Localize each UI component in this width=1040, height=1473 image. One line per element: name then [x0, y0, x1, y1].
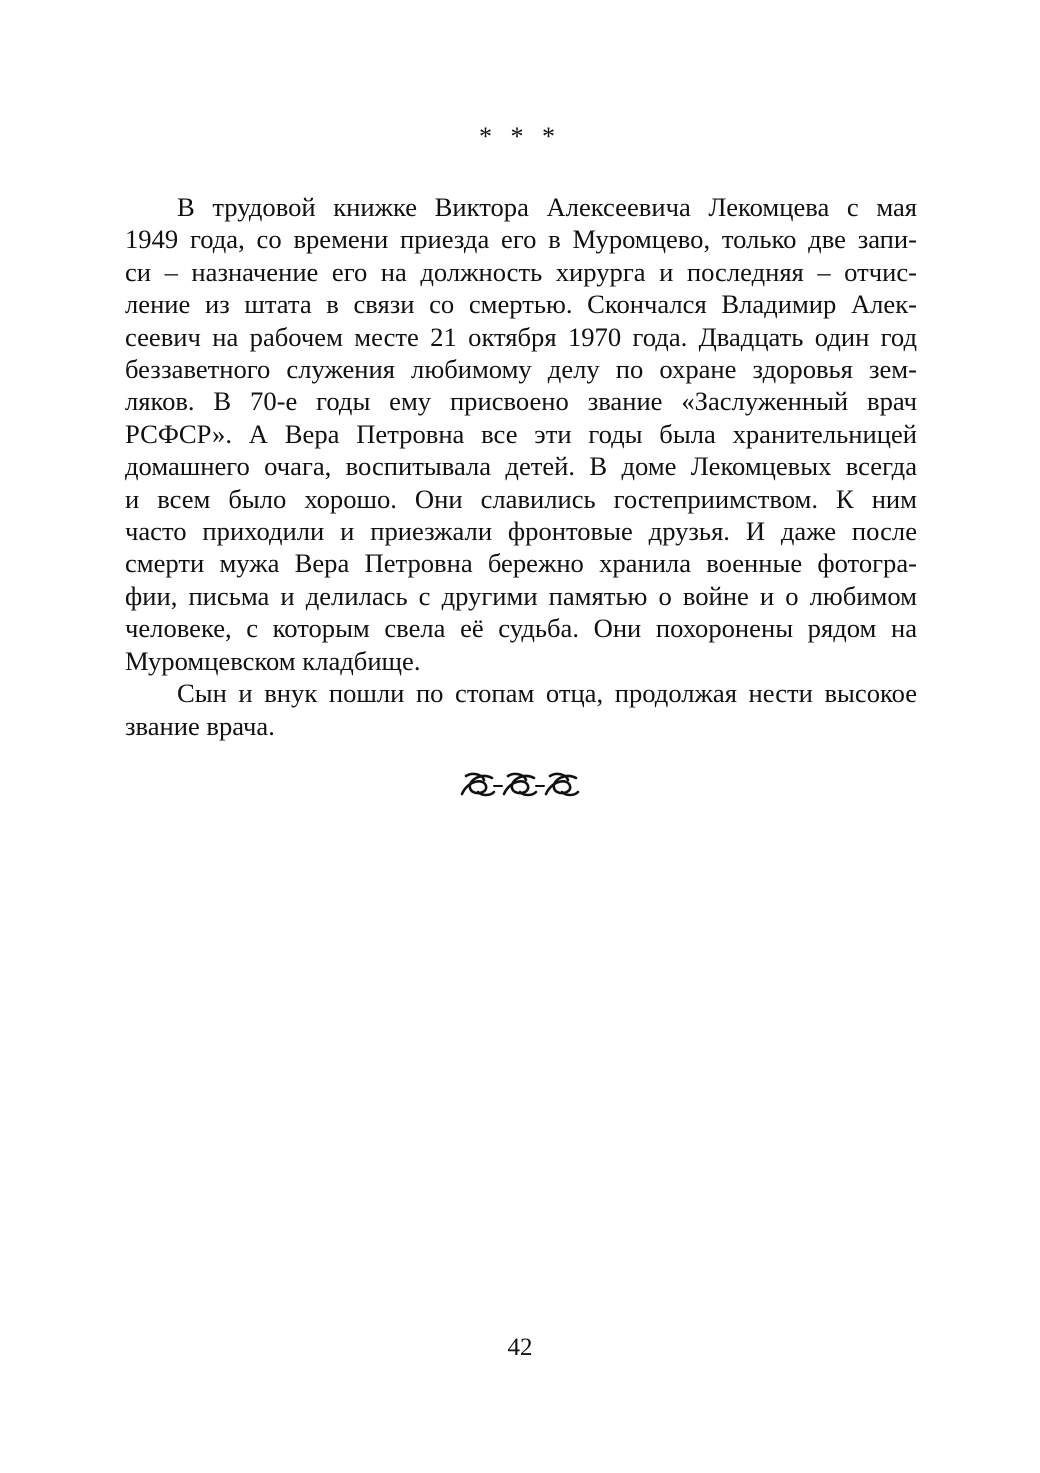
text-line: РСФСР». А Вера Петровна все эти годы была хранительницей — [125, 418, 917, 449]
text-line: сеевич на рабочем месте 21 октября 1970 года. Двадцать один год — [125, 321, 917, 352]
text-line: 1949 года, со времени приезда его в Муромцево, только две запи- — [125, 224, 917, 255]
text-line: домашнего очага, воспитывала детей. В доме Лекомцевых всегда — [125, 451, 917, 482]
text-line: В трудовой книжке Виктора Алексеевича Лекомцева с мая — [177, 192, 917, 222]
text-line: си – назначение его на должность хирурга и последняя – отчис- — [125, 256, 917, 287]
page-number: 42 — [507, 1334, 533, 1361]
text-line: смерти мужа Вера Петровна бережно хранила военные фотогра- — [125, 548, 917, 579]
paragraph-1 — [125, 191, 917, 677]
body-text — [125, 191, 917, 742]
text-line: часто приходили и приезжали фронтовые друзья. И даже после — [125, 516, 917, 547]
fleuron-ornament-icon — [0, 766, 1040, 802]
text-line: ляков. В 70-е годы ему присвоено звание «Заслуженный врач — [125, 386, 917, 417]
text-line: беззаветного служения любимому делу по охране здоровья зем- — [125, 354, 917, 385]
text-line: и всем было хорошо. Они славились гостеприимством. К ним — [125, 483, 917, 514]
text-line: Муромцевском кладбище. — [125, 645, 421, 676]
section-separator: * * * — [479, 122, 561, 151]
text-line: ление из штата в связи со смертью. Скончался Владимир Алек- — [125, 289, 917, 320]
text-line: Сын и внук пошли по стопам отца, продолжая нести высокое — [177, 678, 917, 709]
text-line: фии, письма и делилась с другими памятью о войне и о любимом — [125, 580, 917, 611]
text-line: человеке, с которым свела её судьба. Они похоронены рядом на — [125, 613, 917, 644]
text-line: звание врача. — [125, 710, 275, 741]
paragraph-2 — [125, 677, 917, 742]
